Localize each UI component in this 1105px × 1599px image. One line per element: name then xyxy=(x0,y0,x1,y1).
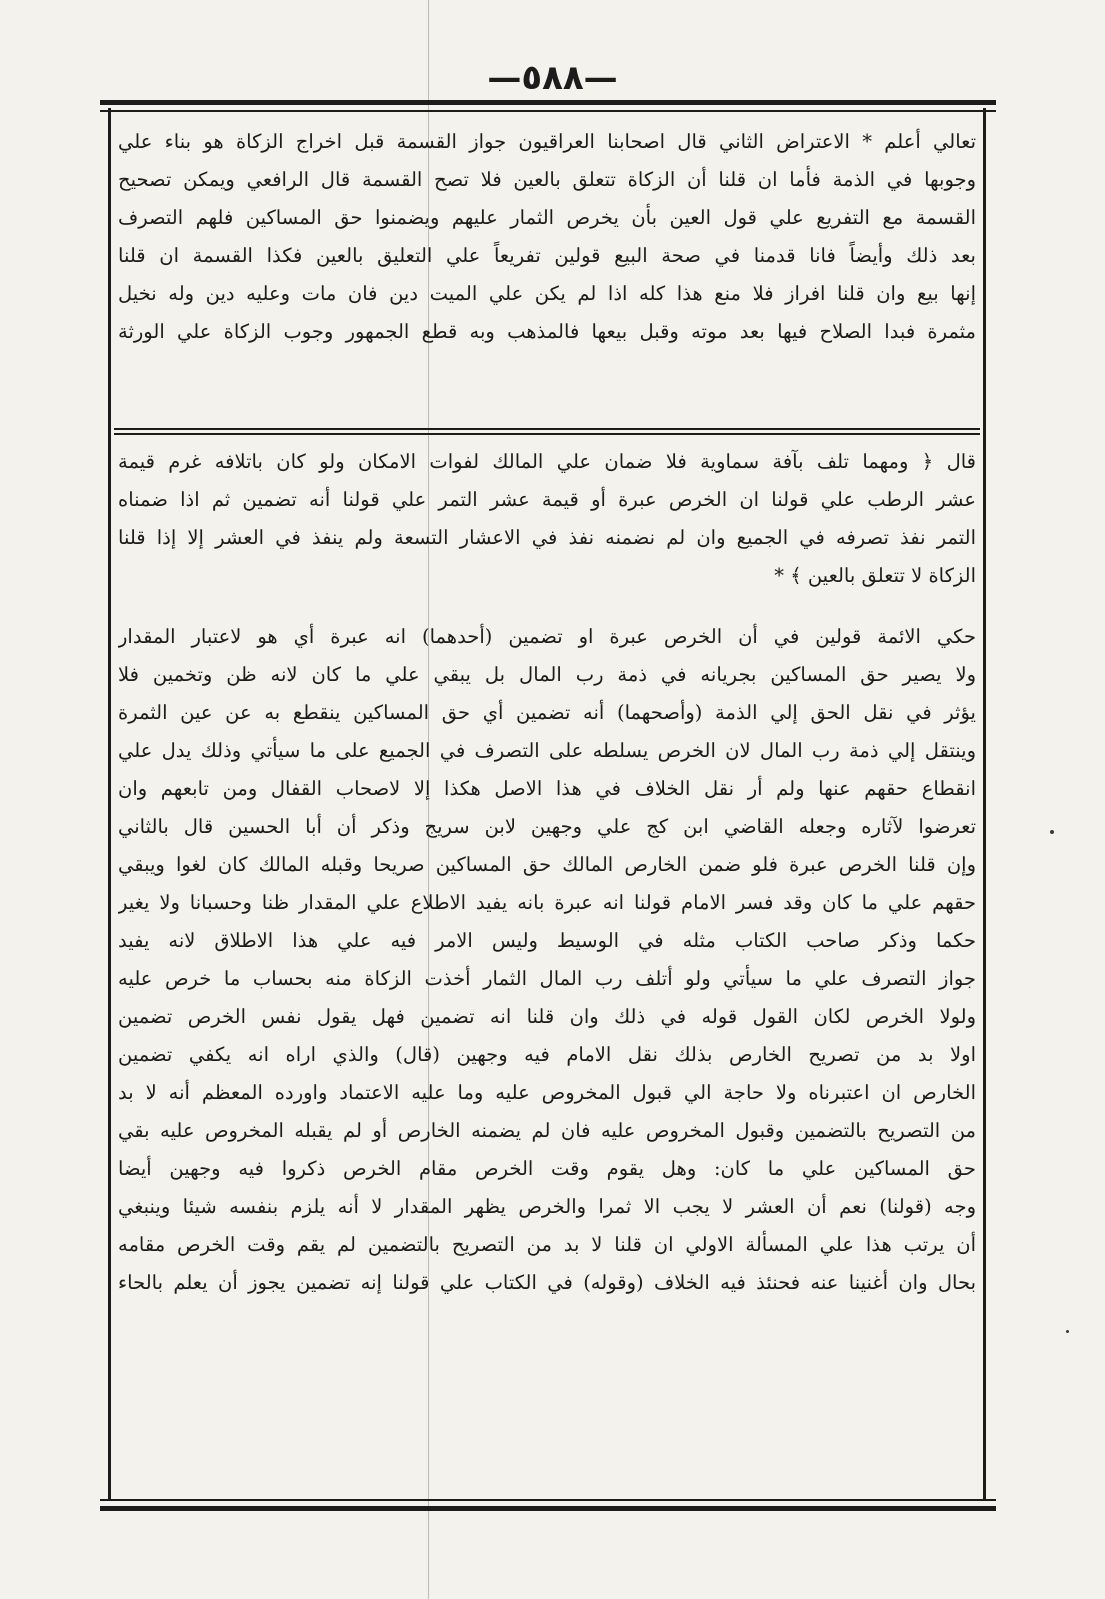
text-line: وجوبها في الذمة فأما ان قلنا أن الزكاة تتعلق بالعين فلا تصح القسمة قال الرافعي ويمكن تصحيح xyxy=(118,168,976,191)
text-line: إنها بيع وان قلنا افراز فلا منع هذا كله اذا لم يكن علي الميت دين فان مات وعليه دين وله نخيل xyxy=(118,282,976,305)
text-line: تعالي أعلم * الاعتراض الثاني قال اصحابنا العراقيون جواز القسمة قبل اخراج الزكاة هو بناء علي xyxy=(118,130,976,153)
scan-speck xyxy=(1050,830,1054,834)
text-line: أن يرتب هذا علي المسألة الاولي ان قلنا لا بد من التصريح بالتضمين لم يقم وقت الخرص مقامه xyxy=(118,1233,976,1256)
text-line: تعرضوا لآثاره وجعله القاضي ابن كج علي وجهين لابن سريج وذكر أن أبا الحسين قال بالثاني xyxy=(118,815,976,838)
text-line: حقهم علي ما كان وقد فسر الامام قولنا انه عبرة بانه يفيد الاطلاع علي المقدار ظنا وحسبانا ولا يغير xyxy=(118,891,976,914)
text-line: بحال وان أغنينا عنه فحنئذ فيه الخلاف (وقوله) في الكتاب علي قولنا إنه تضمين يجوز أن يعلم بالحاء xyxy=(118,1271,976,1294)
text-line: حكما وذكر صاحب الكتاب مثله في الوسيط وليس الامر فيه علي هذا الاطلاق لانه يفيد xyxy=(118,929,976,952)
text-line: مثمرة فبدا الصلاح فيها بعد موته وقبل بيعها فالمذهب وبه قطع الجمهور وجوب الزكاة علي الورثة xyxy=(118,320,976,343)
text-line: القسمة مع التفريع علي قول العين بأن يخرص الثمار عليهم ويضمنوا حق المساكين فلهم التصرف xyxy=(118,206,976,229)
text-line: التمر نفذ تصرفه في الجميع وان لم نضمنه نفذ في الاعشار التسعة ولم ينفذ في العشر إلا إذا قلنا xyxy=(118,526,976,549)
matn-block xyxy=(118,443,976,595)
sharh-block xyxy=(118,618,976,1302)
text-line: الخارص ان اعتبرناه ولا حاجة الي قبول المخروص عليه وما عليه الاعتماد واورده المعظم أنه لا بد xyxy=(118,1081,976,1104)
bottom-thin-rule xyxy=(100,1499,996,1501)
text-line: بعد ذلك وأيضاً فانا قدمنا في صحة البيع قولين تفريعاً علي التعليق بالعين فكذا القسمة ان قلنا xyxy=(118,244,976,267)
text-line: الزكاة لا تتعلق بالعين ﴾ * xyxy=(774,564,976,587)
text-line: ولا يصير حق المساكين بجريانه في ذمة رب المال بل يبقي علي ما كان لانه ظن وتخمين فلا xyxy=(118,663,976,686)
text-line: انقطاع حقهم عنها ولم أر نقل الخلاف في هذا الاصل هكذا إلا لاصحاب القفال ومن تابعهم وان xyxy=(118,777,976,800)
text-line: وجه (قولنا) نعم أن العشر لا يجب الا ثمرا والخرص يظهر المقدار لا أنه يلزم بنفسه شيئا وينبغي xyxy=(118,1195,976,1218)
section-divider-rule-inner xyxy=(114,433,980,435)
text-line: عشر الرطب علي قولنا ان الخرص عبرة أو قيمة عشر التمر علي قولنا أنه تضمين ثم اذا ضمناه xyxy=(118,488,976,511)
top-thick-rule xyxy=(100,100,996,105)
text-line: جواز التصرف علي ما سيأتي ولو أتلف رب المال الثمار أخذت الزكاة منه بحساب ما خرص عليه xyxy=(118,967,976,990)
scan-speck xyxy=(1066,1330,1069,1333)
text-line: وإن قلنا الخرص عبرة فلو ضمن الخارص المالك حق المساكين صريحا وقبله المالك كان لغوا ويبقي xyxy=(118,853,976,876)
top-thin-rule xyxy=(100,110,996,112)
text-line: يؤثر في نقل الحق إلي الذمة (وأصحهما) أنه تضمين أي حق المساكين ينقطع به عن عين الثمرة xyxy=(118,701,976,724)
text-line: قال ﴿ ومهما تلف بآفة سماوية فلا ضمان علي المالك لفوات الامكان ولو كان باتلافه غرم قيمة xyxy=(118,450,976,473)
text-line: اولا بد من تصريح الخارص بذلك نقل الامام فيه وجهين (قال) والذي اراه انه يكفي تضمين xyxy=(118,1043,976,1066)
page-number: —٥٨٨— xyxy=(487,58,618,98)
commentary-top-block xyxy=(118,123,976,351)
text-line: وينتقل إلي ذمة رب المال لان الخرص يسلطه على التصرف في الجميع على ما سيأتي وذلك يدل علي xyxy=(118,739,976,762)
text-line: ولولا الخرص لكان القول قوله في ذلك وان قلنا انه تضمين فهل يقول نفس الخرص تضمين xyxy=(118,1005,976,1028)
bottom-thick-rule xyxy=(100,1506,996,1511)
section-divider-rule xyxy=(114,428,980,430)
text-line: حق المساكين علي ما كان: وهل يقوم وقت الخرص مقام الخرص ذكروا فيه وجهين أيضا xyxy=(118,1157,976,1180)
text-line: حكي الائمة قولين في أن الخرص عبرة او تضمين (أحدهما) انه عبرة أي هو لاعتبار المقدار xyxy=(118,625,976,648)
text-line: من التصريح بالتضمين وقبول المخروص عليه فان لم يضمنه الخارص أو لم يقبله المخروص عليه بقي xyxy=(118,1119,976,1142)
